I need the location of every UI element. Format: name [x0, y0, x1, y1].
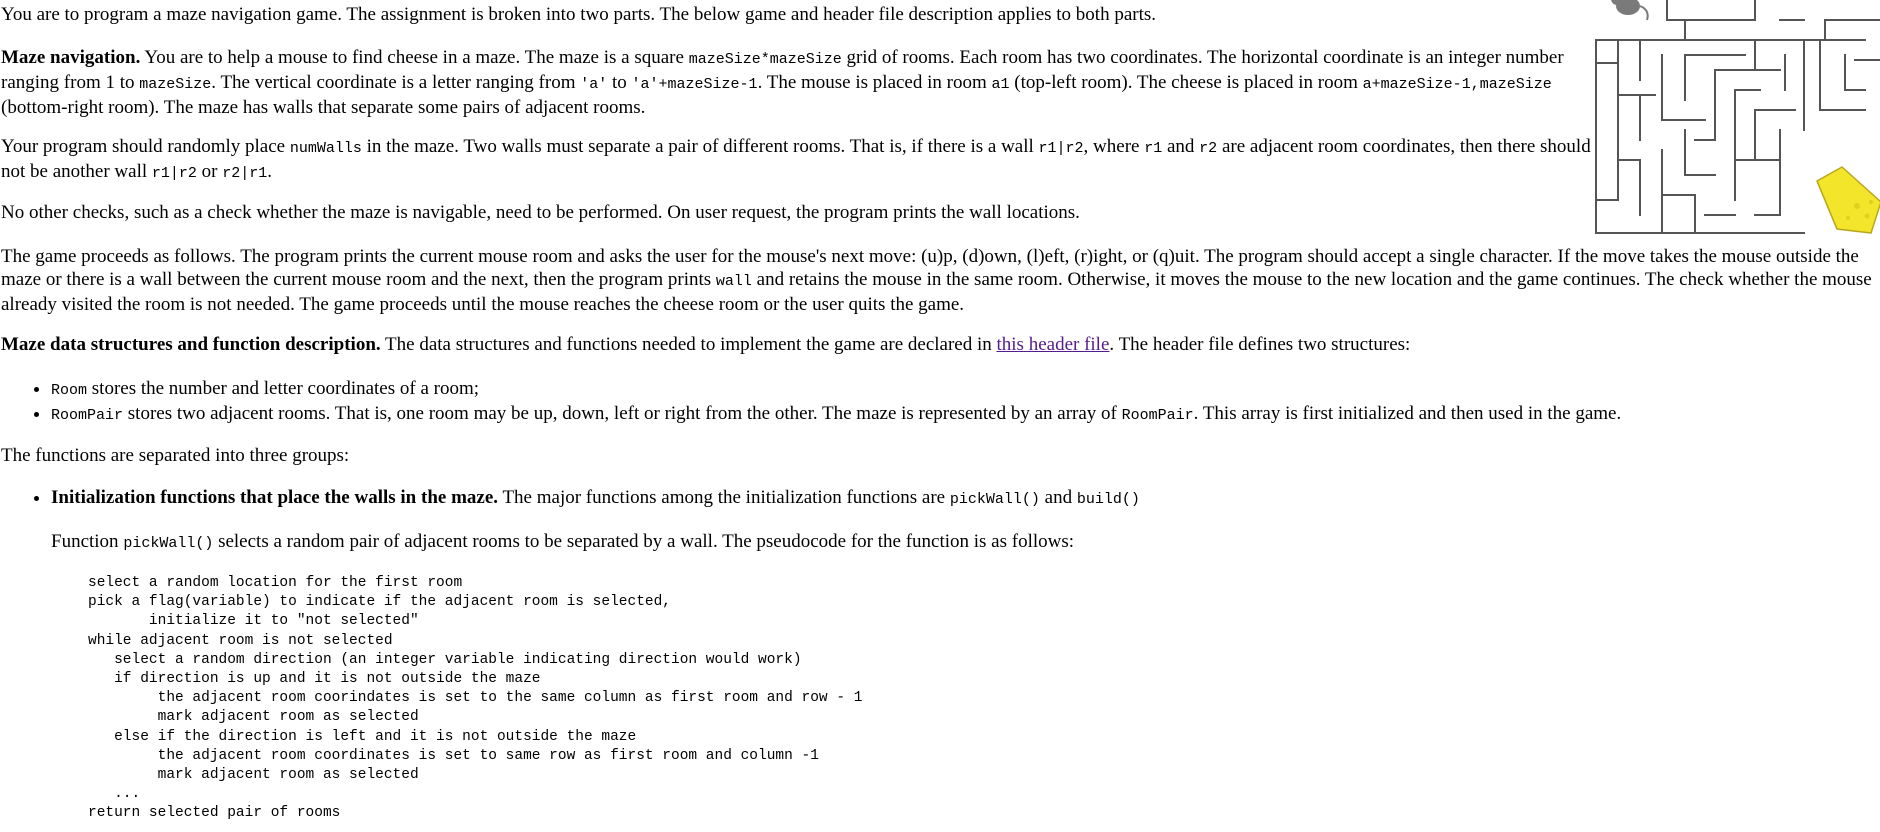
code-a-plus-mazesize: 'a'+mazeSize-1: [631, 76, 758, 93]
code-roompair: RoomPair: [1121, 407, 1194, 424]
text: The major functions among the initialization functions are: [498, 487, 950, 508]
cheese-icon: [1817, 167, 1880, 233]
code-a: 'a': [580, 76, 608, 93]
data-structures-paragraph: [1, 333, 1876, 356]
code-wall-r2-r1: r2|r1: [222, 165, 268, 182]
game-paragraph: [1, 245, 1876, 316]
text: grid of rooms. Each room has two coordinates. The horizontal coordinate is an integer number ranging from 1 to: [1, 47, 1564, 93]
pickwall-paragraph: [51, 530, 1851, 555]
text: The game proceeds as follows. The program prints the current mouse room and asks the user for the mouse's next move: (u)p, (d)own, (l)eft, (r)ight, or (q)uit. The program should accept a single character. If the move takes the mouse outside the maze or there is a wall between the current mouse room and the next, then the program prints: [1, 246, 1859, 290]
code-numwalls: numWalls: [289, 140, 362, 157]
function-groups-paragraph: The functions are separated into three groups:: [1, 445, 350, 466]
code-pickwall: pickWall(): [949, 491, 1040, 508]
code-r2: r2: [1199, 140, 1218, 157]
text: . The header file defines two structures:: [1109, 334, 1411, 355]
text: or: [196, 161, 223, 182]
maze-navigation-heading: Maze navigation.: [1, 47, 141, 68]
text: . The mouse is placed in room: [757, 72, 992, 93]
code-r1: r1: [1144, 140, 1163, 157]
text: and retains the mouse in the same room. Otherwise, it moves the mouse to the new location and the game continues. The check whether the mouse already visited the room is not needed. The game proceeds until the mouse reaches the cheese room or the user quits the game.: [1, 269, 1872, 315]
text: to: [607, 72, 632, 93]
text: in the maze. Two walls must separate a pair of different rooms. That is, if there is a wall: [361, 136, 1039, 157]
initialization-heading: Initialization functions that place the walls in the maze.: [51, 487, 499, 508]
list-item-initialization-functions: [51, 486, 1871, 511]
text: . The vertical coordinate is a letter ranging from: [211, 72, 581, 93]
code-cheese-room: a+mazeSize-1,mazeSize: [1362, 76, 1552, 93]
list-item-room: [51, 377, 1871, 402]
code-wall: wall: [715, 273, 752, 290]
no-checks-paragraph: No other checks, such as a check whether the maze is navigable, need to be performed. On user request, the program prints the wall locations.: [1, 202, 1080, 223]
text: You are to help a mouse to find cheese in a maze. The maze is a square: [140, 47, 689, 68]
code-mazesize-grid: mazeSize*mazeSize: [688, 51, 842, 68]
code-room: Room: [51, 382, 88, 399]
pseudocode-block: select a random location for the first room pick a flag(variable) to indicate if the adjacent room is selected, initialize it to "not selected" while adjacent room is not selected select a random direction (an integer variable indicating direction would work) if direction is up and it is not outside the maze the adjacent room coorindates is set to the same column as first room and row - 1 mark adjacent room as selected else if the direction is left and it is not outside the maze the adjacent room coordinates is set to same row as first room and column -1 mark adjacent room as selected ... return selected pair of rooms: [88, 575, 863, 822]
text: and: [1039, 487, 1077, 508]
text: , where: [1083, 136, 1145, 157]
text: The data structures and functions needed to implement the game are declared in: [380, 334, 997, 355]
text: selects a random pair of adjacent rooms to be separated by a wall. The pseudocode for the function is as follows:: [213, 531, 1075, 552]
code-roompair: RoomPair: [51, 407, 124, 424]
walls-paragraph: [1, 135, 1591, 185]
mouse-icon: [1611, 0, 1648, 20]
code-wall-r1-r2: r1|r2: [151, 165, 197, 182]
intro-paragraph: You are to program a maze navigation game. The assignment is broken into two parts. The below game and header file description applies to both parts.: [1, 4, 1157, 25]
text: (top-left room). The cheese is placed in room: [1009, 72, 1363, 93]
code-a1: a1: [991, 76, 1010, 93]
text: Function: [51, 531, 124, 552]
text: Your program should randomly place: [1, 136, 290, 157]
text: and: [1162, 136, 1200, 157]
code-mazesize: mazeSize: [139, 76, 212, 93]
text: stores two adjacent rooms. That is, one room may be up, down, left or right from the other. The maze is represented by an array of: [123, 403, 1122, 424]
code-wall-r1-r2: r1|r2: [1038, 140, 1084, 157]
data-structures-heading: Maze data structures and function description.: [1, 334, 381, 355]
code-pickwall: pickWall(): [123, 535, 214, 552]
list-item-roompair: [51, 402, 1871, 427]
text: .: [267, 161, 273, 182]
maze-illustration: [1595, 0, 1880, 235]
header-file-link[interactable]: this header file: [996, 334, 1110, 355]
maze-navigation-paragraph: [1, 46, 1591, 119]
text: stores the number and letter coordinates of a room;: [87, 378, 480, 399]
text: . This array is first initialized and then used in the game.: [1193, 403, 1622, 424]
function-groups-list: [1, 486, 1871, 511]
structures-list: [1, 377, 1871, 427]
text: are adjacent room coordinates, then there should not be another wall: [1, 136, 1591, 182]
code-build: build(): [1076, 491, 1140, 508]
text: (bottom-right room). The maze has walls that separate some pairs of adjacent rooms.: [1, 97, 646, 118]
